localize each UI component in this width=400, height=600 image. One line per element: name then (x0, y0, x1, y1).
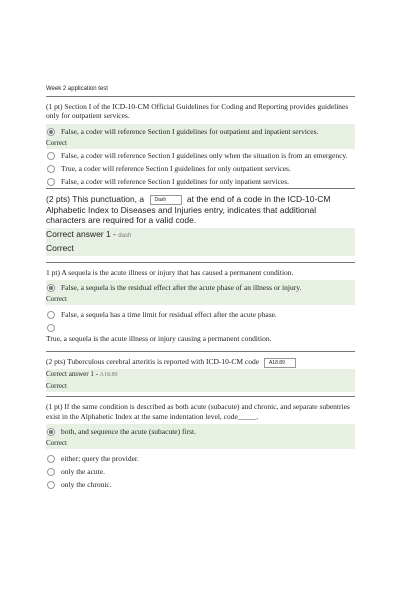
radio-icon[interactable] (47, 324, 55, 332)
question-3 (46, 263, 355, 346)
answer-value: A18.89 (99, 371, 118, 378)
radio-icon[interactable] (47, 468, 55, 476)
feedback-correct: Correct (46, 294, 355, 305)
feedback-correct: Correct (46, 381, 355, 392)
option-label: both, and sequence the acute (subacute) first. (61, 427, 196, 437)
option-label: False, a coder will reference Section I guidelines only when the situation is from an emergency. (61, 151, 348, 161)
answer-option[interactable] (46, 465, 355, 478)
question-prompt: (1 pt) Section I of the ICD-10-CM Official Guidelines for Coding and Reporting provides guidelines only for outpatient services. (46, 102, 349, 121)
prompt-text: (2 pts) This punctuation, a (46, 194, 145, 205)
option-label: True, a coder will reference Section I guidelines for only outpatient services. (61, 164, 291, 174)
question-1 (46, 97, 355, 188)
fill-in-blank-field[interactable]: Dash (150, 195, 182, 205)
answer-label: Correct answer 1 - (46, 229, 116, 240)
document-title: Week 2 application test (46, 86, 108, 92)
option-label: True, a sequela is the acute illness or injury causing a permanent condition. (46, 334, 272, 344)
radio-icon[interactable] (47, 178, 55, 186)
option-label: False, a coder will reference Section I guidelines for only inpatient services. (61, 177, 290, 187)
answer-option[interactable] (46, 124, 355, 138)
answer-option[interactable] (46, 449, 355, 465)
question-5 (46, 397, 355, 491)
question-4 (46, 352, 355, 392)
answer-option[interactable] (46, 280, 355, 294)
answer-value: dash (118, 233, 132, 240)
answer-label: Correct answer 1 - (46, 369, 98, 378)
answer-option[interactable] (46, 149, 355, 162)
radio-selected-icon[interactable] (47, 284, 55, 292)
prompt-text: (2 pts) Tuberculous cerebral arteritis is reported with ICD-10-CM code (46, 357, 260, 367)
radio-icon[interactable] (47, 311, 55, 319)
option-label: False, a sequela has a time limit for residual effect after the acute phase. (61, 310, 277, 320)
option-label: only the chronic. (61, 480, 112, 490)
radio-icon[interactable] (47, 165, 55, 173)
document-page (46, 86, 355, 491)
option-label: only the acute. (61, 467, 105, 477)
feedback-correct: Correct (46, 438, 355, 449)
fill-in-blank-field[interactable]: A18.89 (264, 358, 296, 368)
question-prompt (46, 194, 355, 225)
correct-answer-line (46, 228, 355, 242)
radio-icon[interactable] (47, 455, 55, 463)
radio-icon[interactable] (47, 481, 55, 489)
radio-selected-icon[interactable] (47, 428, 55, 436)
feedback-correct: Correct (46, 138, 355, 149)
option-label: False, a coder will reference Section I guidelines for outpatient and inpatient services. (61, 126, 319, 136)
answer-option[interactable] (46, 424, 355, 438)
radio-icon[interactable] (47, 152, 55, 160)
question-prompt: (1 pt) If the same condition is described as both acute (subacute) and chronic, and separate subentries exist in the Alphabetic Index at the same indentation level, code_____. (46, 402, 350, 421)
answer-option[interactable] (46, 321, 355, 345)
question-prompt: 1 pt) A sequela is the acute illness or injury that has caused a permanent condition. (46, 267, 294, 277)
question-2 (46, 189, 355, 256)
option-label: either; query the provider. (61, 454, 139, 464)
radio-selected-icon[interactable] (47, 128, 55, 136)
feedback-correct: Correct (46, 242, 355, 255)
prompt-text: at the end of a code in the ICD-10-CM Alphabetic Index to Diseases and Injuries entry, indicates that additional characters are required for a valid code. (46, 194, 331, 226)
correct-answer-line (46, 369, 355, 381)
answer-option[interactable] (46, 305, 355, 321)
question-prompt (46, 357, 355, 367)
answer-option[interactable] (46, 162, 355, 175)
option-label: False, a sequela is the residual effect after the acute phase of an illness or injury. (61, 283, 302, 293)
answer-option[interactable] (46, 478, 355, 491)
answer-option[interactable] (46, 175, 355, 188)
